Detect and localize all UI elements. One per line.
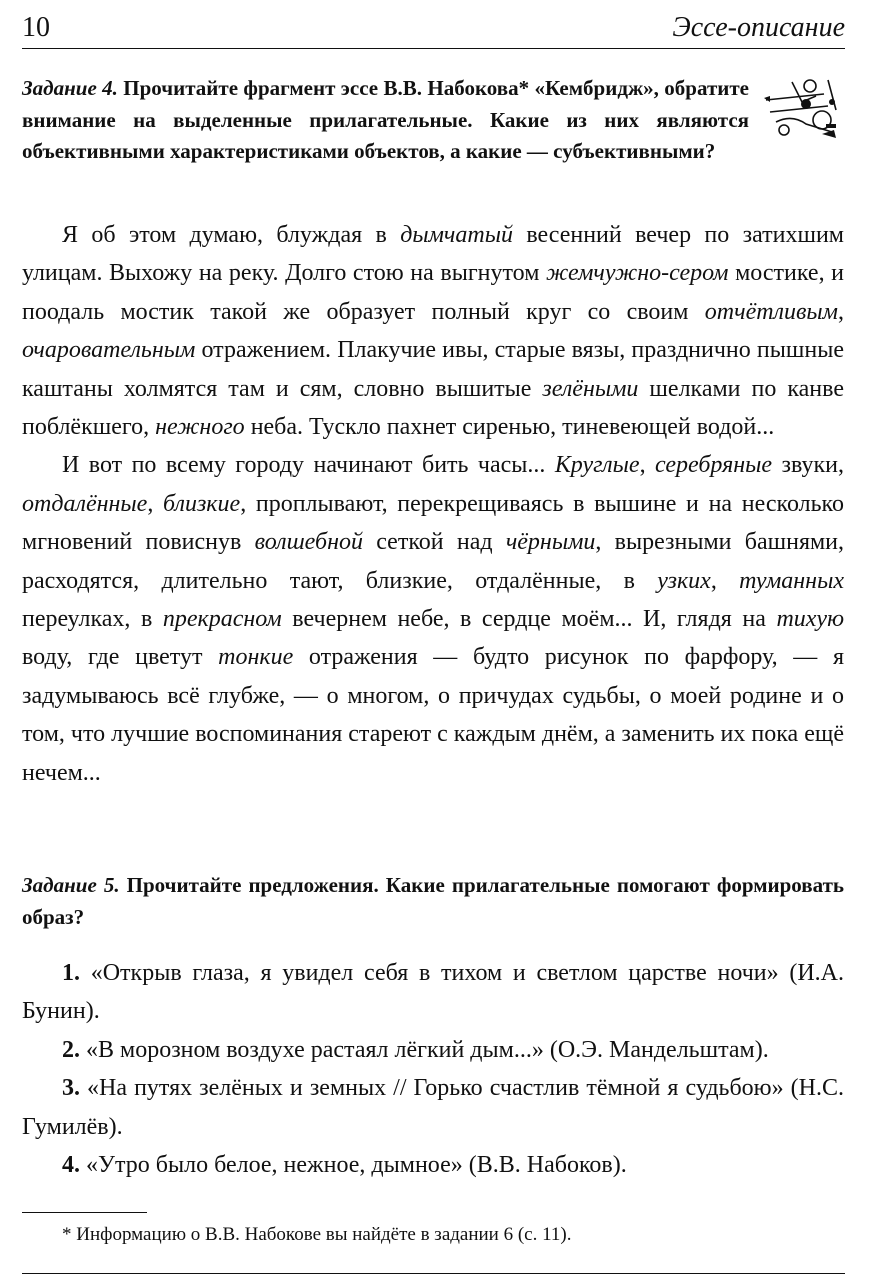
highlighted-adjective: тихую [776,606,844,633]
footnote: * Информацию о В.В. Набокове вы найдёте в задании 6 (с. 11). [62,1224,572,1245]
quote-text: «Открыв глаза, я увидел себя в тихом и светлом царстве ночи» (И.А. Бунин). [22,960,844,1025]
quote-list [22,954,844,1184]
task-4 [22,73,749,168]
page-bottom-rule [22,1273,845,1274]
highlighted-adjective: узких [657,567,711,594]
text-run: неба. Тускло пахнет сиренью, тиневеющей водой... [244,414,775,441]
keys-icon [762,72,844,142]
text-run: , [710,567,740,594]
highlighted-adjective: тонкие [218,644,294,671]
text-run: Я об этом думаю, блуждая в [62,222,401,248]
highlighted-adjective: серебряные [655,452,773,479]
page-number: 10 [22,12,50,43]
text-run: , [147,490,163,517]
text-run: , проплывают, перекрещиваясь в вышине и на несколько мгновений повиснув [22,490,844,556]
text-run: , [639,452,656,479]
quote-text: «В морозном воздухе растаял лёгкий дым...» (О.Э. Мандельштам). [80,1036,769,1063]
highlighted-adjective: дымчатый [400,222,513,248]
highlighted-adjective: чёрными [505,529,596,556]
task-4-text: Прочитайте фрагмент эссе В.В. Набокова* «Кембридж», обратите внимание на выделенные прилагательные. Какие из них являются объективными характеристиками объектов, а какие — субъективными? [22,76,749,163]
highlighted-adjective: туманных [739,567,844,594]
quote-item [22,954,844,1031]
quote-number: 2. [62,1036,80,1063]
text-run: отражением. Плакучие ивы, старые вязы, празднично пышные каштаны холмятся там и сям, словно вышитые [22,337,844,402]
quote-item [22,1069,844,1146]
highlighted-adjective: жемчужно-сером [546,260,729,287]
footnote-divider [22,1212,147,1213]
highlighted-adjective: близкие [163,490,241,517]
text-run: весенний вечер по затихшим улицам. Выхожу на реку. Долго стою на выгнутом [22,222,844,287]
highlighted-adjective: волшебной [254,529,363,556]
text-run: , вырезными башнями, расходятся, длительно тают, близкие, отдалённые, в [22,529,845,594]
text-run: переулках, в [22,606,163,633]
page-header [22,4,845,49]
text-run: мостике, и поодаль мостик такой же образует полный круг со своим [22,260,845,325]
quote-item [22,1146,844,1184]
task-5-label: Задание 5. [22,873,120,897]
highlighted-adjective: отчётливым [704,298,838,325]
task-5-text: Прочитайте предложения. Какие прилагательные помогают формировать образ? [22,873,844,929]
quote-text: «На путях зелёных и земных // Горько счастлив тёмной я судьбою» (Н.С. Гумилёв). [22,1075,844,1140]
essay-fragment [22,216,844,792]
essay-paragraph-1 [22,216,844,446]
section-title: Эссе-описание [672,12,845,43]
text-run: шелками по канве поблёкшего, [22,375,844,441]
text-run: отражения — будто рисунок по фарфору, — я задумываюсь всё глубже, — о многом, о причудах судьбы, о моей родине и о том, что лучшие воспоминания стареют с каждым днём, а заменить их пока ещё нечем... [22,644,844,786]
quote-number: 1. [62,960,80,986]
highlighted-adjective: отдалённые [22,490,148,517]
highlighted-adjective: Круглые [554,452,640,479]
highlighted-adjective: очаровательным [22,337,196,364]
task-5 [22,870,844,933]
highlighted-adjective: зелёными [542,375,639,402]
text-run: воду, где цветут [22,644,219,671]
text-run: , [838,298,844,325]
task-4-label: Задание 4. [22,76,118,100]
essay-paragraph-2 [22,446,844,792]
quote-number: 3. [62,1075,80,1102]
text-run: И вот по всему городу начинают бить часы... [62,452,555,479]
text-run: вечернем небе, в сердце моём... И, глядя на [281,606,777,633]
highlighted-adjective: прекрасном [162,606,282,633]
quote-text: «Утро было белое, нежное, дымное» (В.В. Набоков). [80,1152,627,1179]
text-run: сеткой над [363,529,506,556]
highlighted-adjective: нежного [155,414,245,441]
quote-item [22,1031,844,1069]
quote-number: 4. [62,1152,80,1179]
text-run: звуки, [772,452,845,479]
